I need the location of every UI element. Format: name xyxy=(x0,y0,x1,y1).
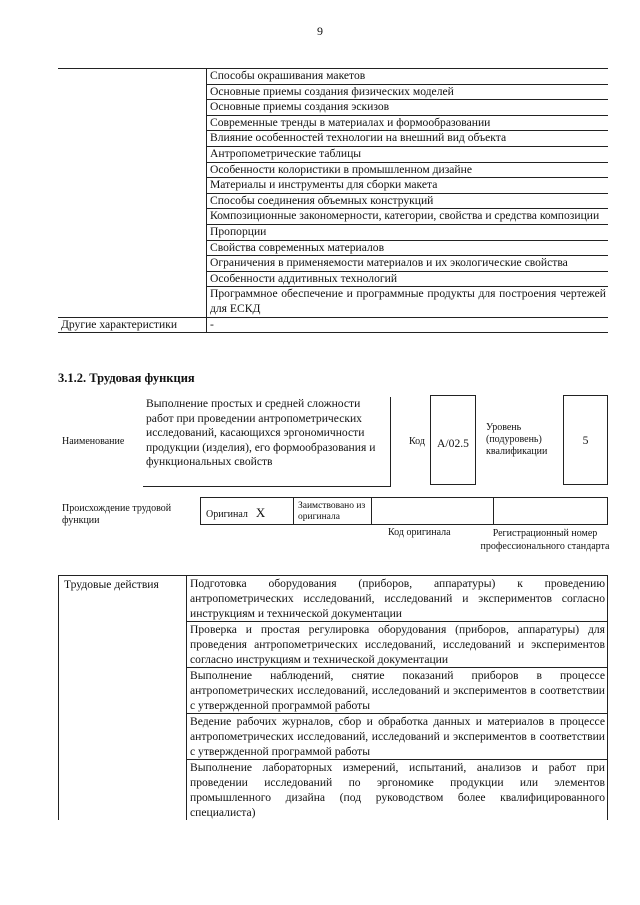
table-row: Выполнение наблюдений, снятие показаний приборов в процессе антропометрических исследований, исследований и экспериментов в соответствии с утвержденной программой работы xyxy=(187,668,608,714)
table-row: Ведение рабочих журналов, сбор и обработка данных и материалов в процессе антропометрических исследований, исследований и экспериментов в соответствии с утвержденной программой работы xyxy=(187,714,608,760)
name-label: Наименование xyxy=(62,436,125,447)
knowledge-table xyxy=(58,68,608,333)
table-row: Материалы и инструменты для сборки макета xyxy=(207,178,609,194)
table-row: Основные приемы создания эскизов xyxy=(207,100,609,116)
table-row: Влияние особенностей технологии на внешний вид объекта xyxy=(207,131,609,147)
table-row: Ограничения в применяемости материалов и их экологические свойства xyxy=(207,256,609,272)
table-row: Проверка и простая регулировка оборудования (приборов, аппаратуры) для проведения антропометрических исследований, исследований и экспериментов согласно инструкциям и технической документации xyxy=(187,622,608,668)
function-name: Выполнение простых и средней сложности работ при проведении антропометрических исследований, касающихся эргономичности продукции (изделия), его формообразования и функциональных свойств xyxy=(143,397,391,487)
original-label: Оригинал xyxy=(206,509,248,520)
code-original-label: Код оригинала xyxy=(388,527,451,538)
other-characteristics-label: Другие характеристики xyxy=(58,317,207,333)
actions-label: Трудовые действия xyxy=(59,576,187,821)
reg-number-label: Регистрационный номер профессионального стандарта xyxy=(480,528,610,552)
level-value: 5 xyxy=(563,395,608,485)
table-row: Свойства современных материалов xyxy=(207,240,609,256)
other-characteristics-value: - xyxy=(207,317,609,333)
table-row: Подготовка оборудования (приборов, аппаратуры) к проведению антропометрических исследований, исследований и экспериментов согласно инструкциям и технической документации xyxy=(187,576,608,622)
original-cell xyxy=(200,498,293,524)
table-row: Выполнение лабораторных измерений, испытаний, анализов и работ при проведении исследований по эргономике продукции или элементов промышленного дизайна (под руководством более квалифицированного специалиста) xyxy=(187,760,608,821)
table-row: Основные приемы создания физических моделей xyxy=(207,84,609,100)
table-row: Особенности колористики в промышленном дизайне xyxy=(207,162,609,178)
code-original-cell xyxy=(371,498,493,524)
origin-label: Происхождение трудовой функции xyxy=(62,503,172,526)
section-heading: 3.1.2. Трудовая функция xyxy=(58,371,195,385)
actions-table xyxy=(58,575,608,820)
table-row: Способы окрашивания макетов xyxy=(207,69,609,85)
page-number: 9 xyxy=(317,24,323,38)
original-mark: X xyxy=(255,505,266,520)
code-value: A/02.5 xyxy=(430,395,476,485)
table-row: Способы соединения объемных конструкций xyxy=(207,193,609,209)
reg-number-cell xyxy=(493,498,608,524)
table-row: Современные тренды в материалах и формообразовании xyxy=(207,115,609,131)
level-label: Уровень (подуровень) квалификации xyxy=(486,422,548,457)
table-row: Композиционные закономерности, категории, свойства и средства композиции xyxy=(207,209,609,225)
table-row: Пропорции xyxy=(207,224,609,240)
borrowed-label: Заимствовано из оригинала xyxy=(293,498,371,524)
table-row: Антропометрические таблицы xyxy=(207,146,609,162)
table-row: Программное обеспечение и программные продукты для построения чертежей для ЕСКД xyxy=(207,287,609,317)
origin-row xyxy=(200,497,608,525)
table-row: Особенности аддитивных технологий xyxy=(207,271,609,287)
code-label: Код xyxy=(409,436,425,447)
